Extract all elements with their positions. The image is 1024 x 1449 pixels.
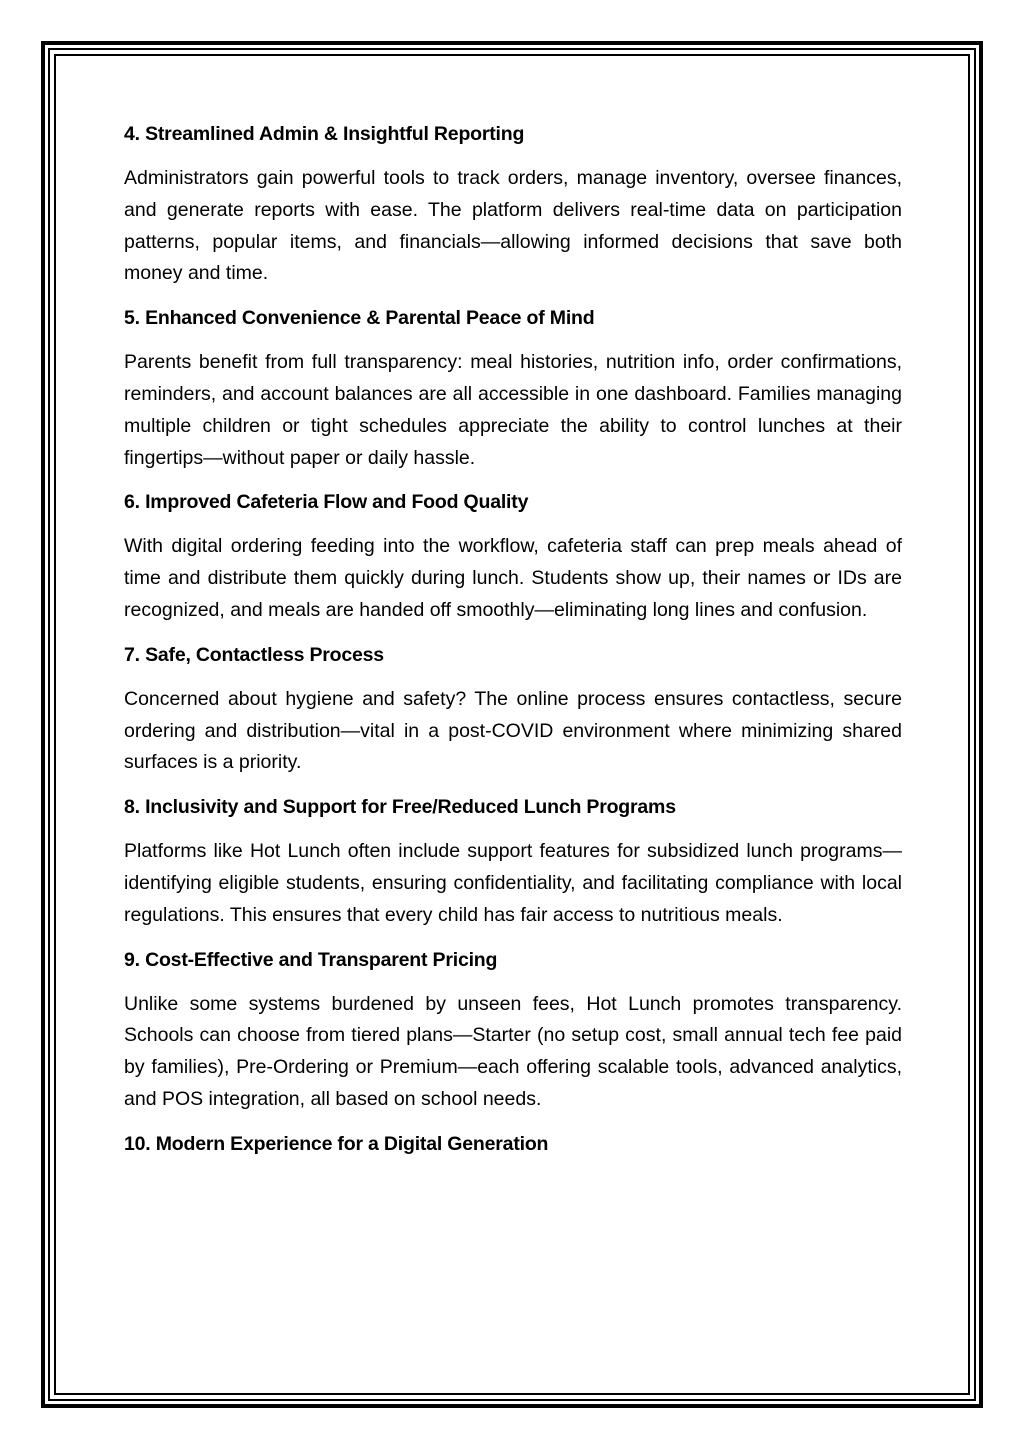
section-parental-peace-of-mind (124, 304, 902, 474)
section-body: Unlike some systems burdened by unseen fees, Hot Lunch promotes transparency. Schools can choose from tiered plans—Starter (no setup cost, small annual tech fee paid by families), Pre-Ordering or Premium—each offering scalable tools, advanced analytics, and POS integration, all based on school needs. (124, 992, 902, 1110)
section-heading: 8. Inclusivity and Support for Free/Reduced Lunch Programs (124, 796, 676, 819)
section-streamlined-admin (124, 120, 902, 290)
section-cafeteria-flow (124, 488, 902, 626)
section-heading: 7. Safe, Contactless Process (124, 643, 384, 666)
document-content (124, 120, 902, 1173)
section-modern-experience (124, 1130, 902, 1158)
section-heading: 9. Cost-Effective and Transparent Pricing (124, 948, 498, 971)
section-heading: 5. Enhanced Convenience & Parental Peace of Mind (124, 307, 595, 330)
section-heading: 4. Streamlined Admin & Insightful Reporting (124, 123, 525, 145)
section-contactless-process (124, 641, 902, 779)
section-heading: 6. Improved Cafeteria Flow and Food Quality (124, 491, 529, 514)
section-body: Concerned about hygiene and safety? The online process ensures contactless, secure ordering and distribution—vital in a post-COVID environment where minimizing shared surfaces is a priority. (124, 687, 902, 774)
section-body: Parents benefit from full transparency: meal histories, nutrition info, order confirmations, reminders, and account balances are all accessible in one dashboard. Families managing multiple children or tight schedules appreciate the ability to control lunches at their fingertips—without paper or daily hassle. (124, 351, 902, 469)
section-lunch-programs (124, 793, 902, 931)
section-body: With digital ordering feeding into the workflow, cafeteria staff can prep meals ahead of time and distribute them quickly during lunch. Students show up, their names or IDs are recognized, and meals are handed off smoothly—eliminating long lines and confusion. (124, 535, 902, 621)
section-body: Administrators gain powerful tools to track orders, manage inventory, oversee finances, and generate reports with ease. The platform delivers real-time data on participation patterns, popular items, and financials—allowing informed decisions that save both money and time. (124, 167, 902, 285)
section-transparent-pricing (124, 946, 902, 1116)
section-body: Platforms like Hot Lunch often include support features for subsidized lunch programs—identifying eligible students, ensuring confidentiality, and facilitating compliance with local regulations. This ensures that every child has fair access to nutritious meals. (124, 840, 902, 926)
section-heading: 10. Modern Experience for a Digital Generation (124, 1132, 549, 1155)
